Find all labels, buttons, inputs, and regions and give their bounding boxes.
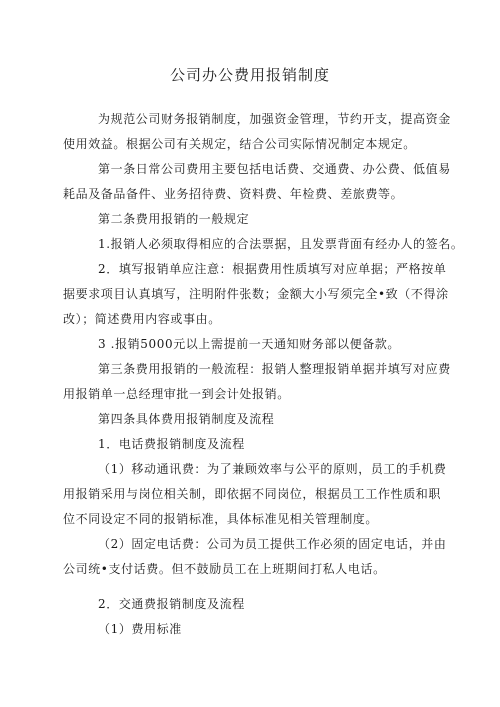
paragraph-line: 位不同设定不同的报销标准，具体标准见相关管理制度。 — [63, 512, 379, 526]
paragraph-line: 公司统•支付话费。但不鼓励员工在上班期间打私人电话。 — [63, 562, 386, 576]
paragraph-line: 第三条费用报销的一般流程：报销人整理报销单据并填写对应费 — [98, 362, 451, 376]
subsection-heading: 1．电话费报销制度及流程 — [98, 437, 245, 451]
paragraph-line: 3 .报销5000元以上需提前一天通知财务部以便备款。 — [98, 337, 401, 351]
paragraph-line: 用报销采用与岗位相关制，即依据不同岗位，根据员工工作性质和职 — [63, 487, 442, 501]
paragraph-line: （1）费用标准 — [98, 622, 182, 636]
paragraph-line: 1.报销人必须取得相应的合法票据，且发票背面有经办人的签名。 — [98, 237, 464, 251]
subsection-heading: 2．交通费报销制度及流程 — [98, 597, 245, 611]
paragraph-line: 为规范公司财务报销制度，加强资金管理，节约开支，提高资金 — [98, 112, 451, 126]
document-title: 公司办公费用报销制度 — [169, 66, 330, 84]
paragraph-line: 据要求项目认真填写，注明附件张数；金额大小写须完全•致（不得涂 — [63, 287, 449, 301]
paragraph-line: 改）；简述费用内容或事由。 — [63, 312, 221, 326]
paragraph-line: 用报销单一总经理审批一到会计处报销。 — [63, 387, 290, 401]
paragraph-line: 耗品及备品备件、业务招待费、资料费、年检费、差旅费等。 — [63, 187, 404, 201]
paragraph-line: （1）移动通讯费：为了兼顾效率与公平的原则，员工的手机费 — [98, 462, 447, 476]
paragraph-line: （2）固定电话费：公司为员工提供工作必须的固定电话，并由 — [98, 537, 447, 551]
paragraph-line: 使用效益。根据公司有关规定，结合公司实际情况制定本规定。 — [63, 137, 416, 151]
section-heading: 第二条费用报销的一般规定 — [98, 212, 250, 226]
paragraph-line: 第一条日常公司费用主要包括电话费、交通费、办公费、低值易 — [98, 162, 451, 176]
paragraph-line: 2．填写报销单应注意：根据费用性质填写对应单据；严格按单 — [98, 262, 447, 276]
section-heading: 第四条具体费用报销制度及流程 — [98, 412, 275, 426]
